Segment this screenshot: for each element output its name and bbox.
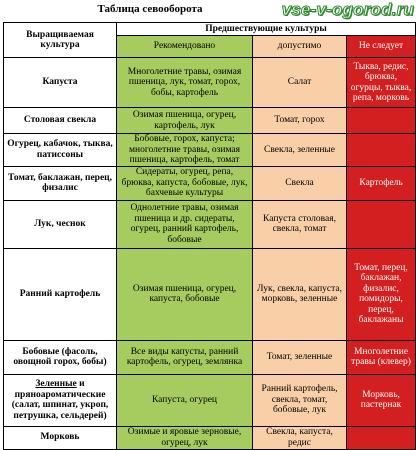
table-row [4,108,416,134]
row-allowed: Капуста столовая, свекла, томат [253,200,347,248]
row-recommended: Озимые и яровые зерновые, огурец, лук [117,426,253,449]
row-allowed: Свекла [253,166,347,200]
table-row [4,166,416,200]
document-title: Таблица севооборота [97,3,203,15]
row-crop: Морковь [4,426,117,449]
row-crop: Томат, баклажан, перец, физалис [4,166,117,200]
crop-rotation-table [3,22,416,450]
header-not-allowed: Не следует [347,36,416,58]
row-allowed: Томат, горох [253,108,347,134]
row-recommended: Однолетние травы, озимая пшеница и др. сидераты, огурец, ранний картофель, бобовые [117,200,253,248]
row-not-allowed [347,426,416,449]
row-not-allowed: Картофель [347,166,416,200]
header-recommended: Рекомендовано [117,36,253,58]
header-predecessors: Предшествующие культуры [117,23,416,36]
row-crop: Огурец, кабачок, тыква, патиссоны [4,134,117,167]
table-row [4,134,416,167]
row-allowed: Лук, свекла, капуста, морковь, зеленные [253,248,347,340]
row-allowed: Томат, зеленные [253,340,347,374]
row-recommended: Бобовые, горох, капуста; многолетние травы, озимая пшеница, картофель, томат [117,134,253,167]
row-not-allowed [347,200,416,248]
table-row [4,200,416,248]
row-crop: Ранний картофель [4,248,117,340]
row-recommended: Многолетние травы, озимая пшеница, лук, томат, горох, бобы, картофель [117,58,253,108]
row-allowed: Свекла, капуста, редис [253,426,347,449]
row-recommended: Все виды капусты, ранний картофель, огурец, землянка [117,340,253,374]
row-not-allowed [347,134,416,167]
row-recommended: Капуста, огурец [117,374,253,426]
row-not-allowed: Тыква, редис, брюква, огурцы, тыква, репа, морковь [347,58,416,108]
site-watermark: vse-v-ogorod.ru [281,0,414,19]
row-not-allowed: Многолетние травы (клевер) [347,340,416,374]
row-allowed: Свекла, зеленные [253,134,347,167]
header-row [4,23,416,36]
header-allowed: допустимо [253,36,347,58]
row-not-allowed [347,108,416,134]
header-crop: Выращиваемая культура [4,23,117,58]
table-row [4,248,416,340]
row-crop: Лук, чеснок [4,200,117,248]
row-not-allowed: Морковь, пастернак [347,374,416,426]
row-crop-group [4,374,117,426]
row-allowed: Салат [253,58,347,108]
row-allowed: Ранний картофель, свекла, томат, бобовые, лук [253,374,347,426]
table-row [4,340,416,374]
row-recommended: Озимая пшеница, огурец, картофель, лук [117,108,253,134]
table-row [4,426,416,449]
row-not-allowed: Томат, перец, баклажан, физалис, помидоры, перец, баклажаны [347,248,416,340]
row-crop: Столовая свекла [4,108,117,134]
row-crop: Бобовые (фасоль, овощной горох, бобы) [4,340,117,374]
row-crop: и пряноароматические (салат, шпинат, укроп, петрушка, сельдерей) [11,379,109,421]
row-crop: Капуста [4,58,117,108]
table-row [4,58,416,108]
row-crop-underlined: Зеленные [35,379,77,389]
table-row [4,374,416,426]
row-recommended: Сидераты, огурец, репа, брюква, капуста, бобовые, лук, бахчевые культуры [117,166,253,200]
row-recommended: Озимая пшеница, огурец, капуста, бобовые [117,248,253,340]
